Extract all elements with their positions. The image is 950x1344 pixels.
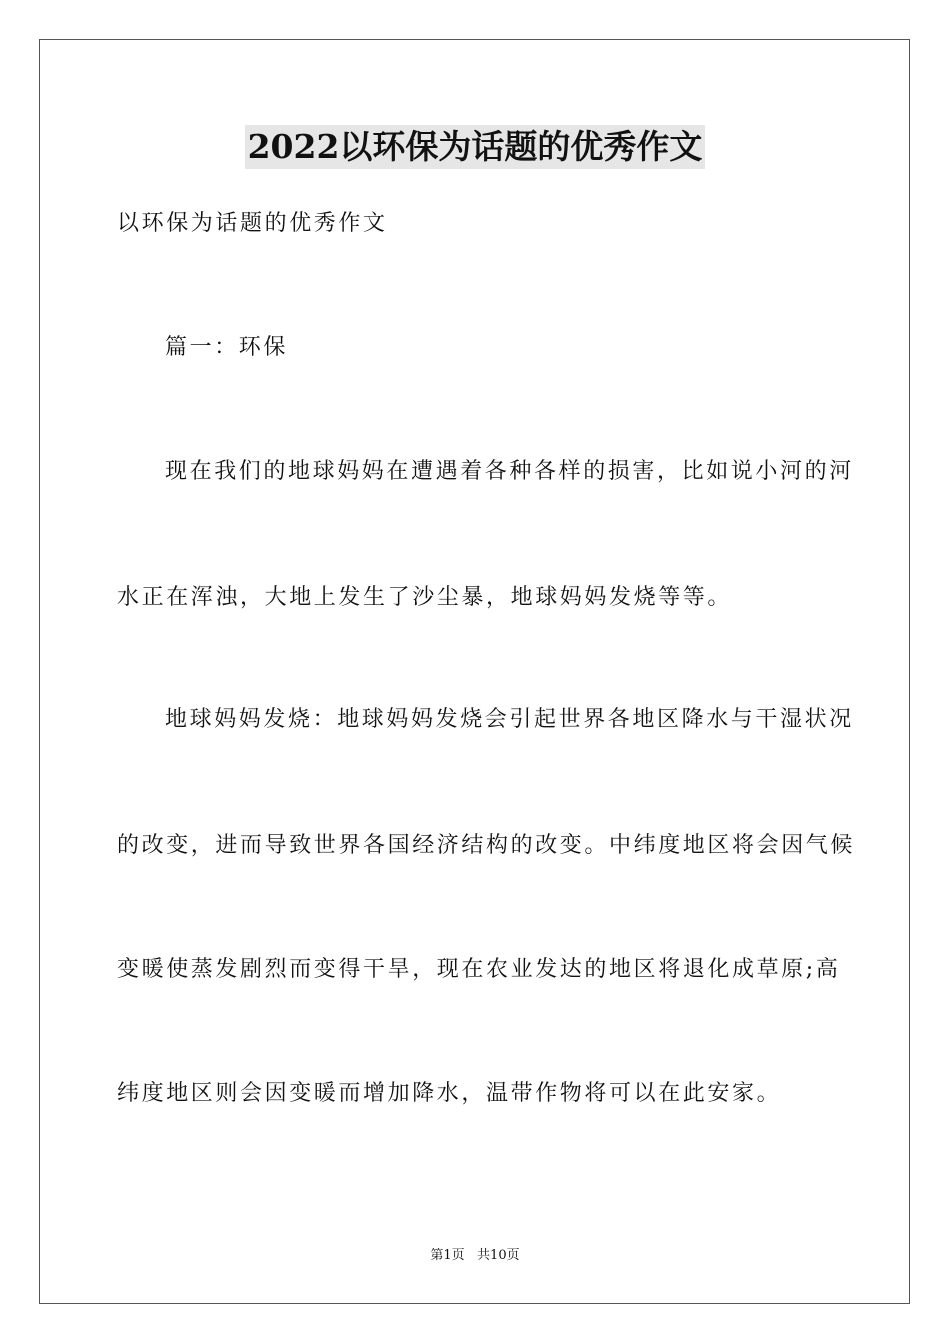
body-line: 变暖使蒸发剧烈而变得干旱，现在农业发达的地区将退化成草原;高 [117,957,841,982]
section-heading: 篇一：环保 [165,335,289,360]
body-line: 地球妈妈发烧：地球妈妈发烧会引起世界各地区降水与干湿状况 [165,707,854,732]
body-line: 纬度地区则会因变暖而增加降水，温带作物将可以在此安家。 [117,1081,782,1106]
body-line: 的改变，进而导致世界各国经济结构的改变。中纬度地区将会因气候 [117,833,856,858]
page-footer: 第1页 共10页 [430,1248,520,1263]
subtitle-line: 以环保为话题的优秀作文 [117,211,388,236]
body-line: 现在我们的地球妈妈在遭遇着各种各样的损害，比如说小河的河 [165,459,854,484]
body-line: 水正在浑浊，大地上发生了沙尘暴，地球妈妈发烧等等。 [117,585,733,610]
title-container [0,125,950,169]
document-title: 2022以环保为话题的优秀作文 [245,125,706,169]
